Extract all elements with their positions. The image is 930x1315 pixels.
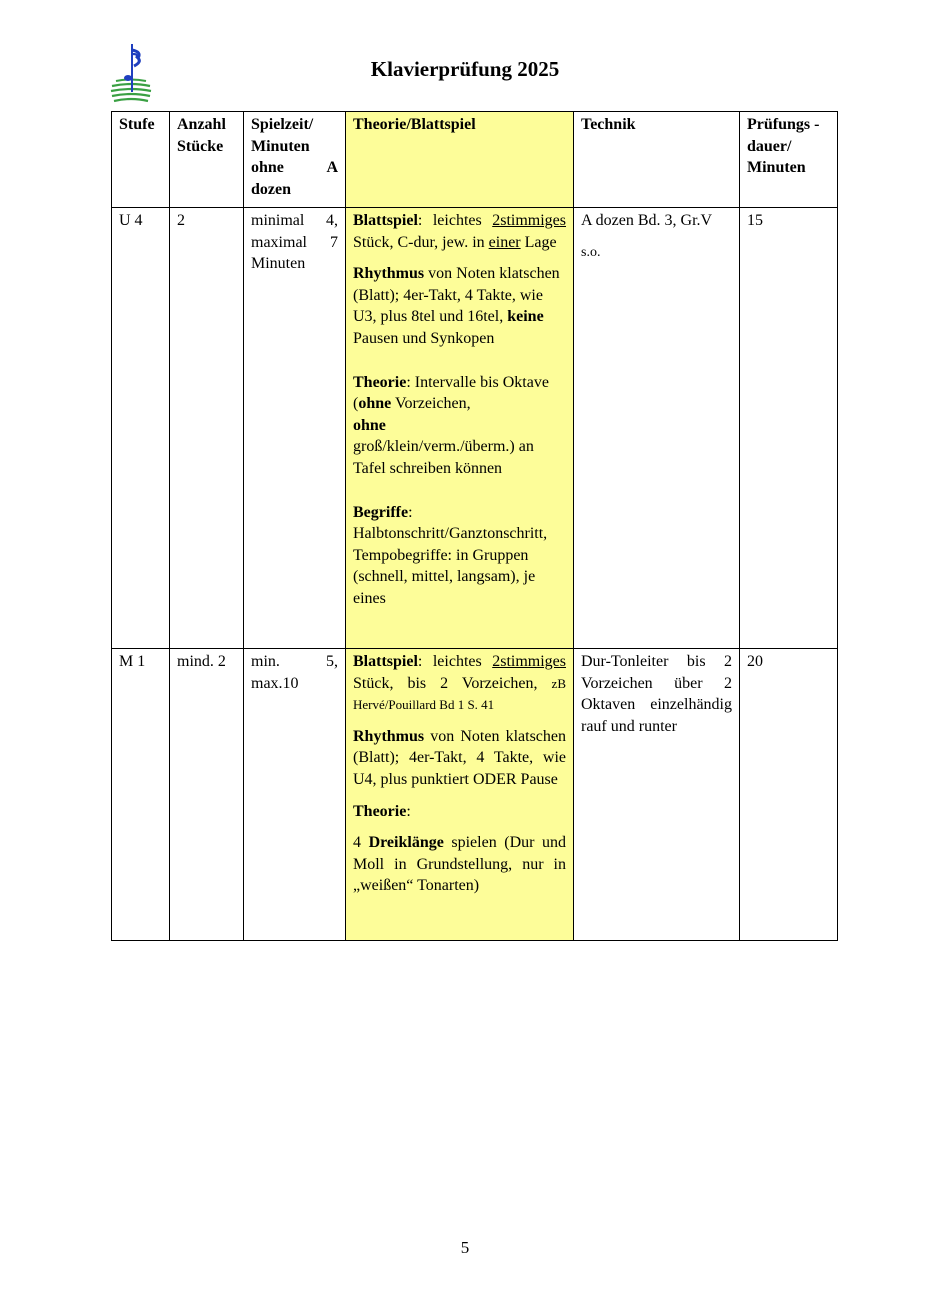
rhythmus-text: Pausen und Synkopen xyxy=(353,329,495,347)
cell-spielzeit: min. 5, max.10 xyxy=(244,649,346,941)
blattspiel-reference: zB Hervé/Pouillard Bd 1 S. 41 xyxy=(353,675,566,713)
cell-spielzeit: minimal 4, maximal 7 Minuten xyxy=(244,208,346,649)
technik-note: s.o. xyxy=(581,244,601,260)
blattspiel-underline: einer xyxy=(488,233,521,251)
cell-technik xyxy=(574,208,740,649)
blattspiel-paragraph xyxy=(353,210,566,253)
header-anzahl xyxy=(170,112,244,208)
rhythmus-paragraph xyxy=(353,263,566,349)
cell-theorie xyxy=(346,649,574,941)
theorie-text: : Intervalle bis Oktave ( xyxy=(353,373,549,413)
cell-theorie xyxy=(346,208,574,649)
theorie-text: groß/klein/verm./überm.) an Tafel schreiben können xyxy=(353,438,534,477)
rhythmus-bold: keine xyxy=(507,308,544,326)
cell-anzahl: 2 xyxy=(170,208,244,649)
blattspiel-text: Stück, C-dur, jew. in xyxy=(353,233,489,251)
theorie-bold: ohne xyxy=(358,395,392,413)
cell-anzahl: mind. 2 xyxy=(170,649,244,941)
rhythmus-label: Rhythmus xyxy=(353,265,425,283)
blattspiel-label: Blattspiel xyxy=(353,653,418,670)
page-number: 5 xyxy=(460,1238,470,1257)
blattspiel-text: : leichtes xyxy=(417,212,493,229)
dreiklang-text: 4 xyxy=(353,834,369,852)
begriffe-label: Begriffe xyxy=(353,503,409,521)
theorie-text: Vorzeichen, xyxy=(391,395,471,413)
theorie-label: Theorie xyxy=(353,802,407,820)
page-title: Klavierprüfung 2025 xyxy=(370,57,560,81)
header-stufe: Stufe xyxy=(112,112,170,208)
blattspiel-label: Blattspiel xyxy=(353,212,418,229)
header-dauer: Prüfungs -dauer/ Minuten xyxy=(740,112,838,208)
theorie-paragraph xyxy=(353,372,566,480)
theorie-label: Theorie xyxy=(353,373,407,391)
table-row xyxy=(112,649,838,941)
dreiklang-paragraph xyxy=(353,832,566,897)
rhythmus-label: Rhythmus xyxy=(353,727,425,745)
theorie-paragraph xyxy=(353,801,566,823)
theorie-bold: ohne xyxy=(353,416,386,434)
cell-technik: Dur-Tonleiter bis 2 Vorzeichen über 2 Oktaven einzelhändig rauf und runter xyxy=(574,649,740,941)
blattspiel-text: Lage xyxy=(520,233,557,251)
begriffe-text: : Halbtonschritt/Ganztonschritt, Tempobegriffe: in Gruppen (schnell, mittel, langsam), je eines xyxy=(353,503,548,607)
rhythmus-paragraph xyxy=(353,726,566,791)
cell-stufe: M 1 xyxy=(112,649,170,941)
table-header-row xyxy=(112,112,838,208)
cell-dauer: 20 xyxy=(740,649,838,941)
header-theorie: Theorie/Blattspiel xyxy=(346,112,574,208)
blattspiel-underline: 2stimmiges xyxy=(492,653,566,670)
table-row xyxy=(112,208,838,649)
exam-table xyxy=(111,111,838,941)
technik-text: A dozen Bd. 3, Gr.V xyxy=(581,212,713,229)
blattspiel-underline: 2stimmiges xyxy=(492,212,566,229)
blattspiel-text: : leichtes xyxy=(417,653,493,670)
header-technik: Technik xyxy=(574,112,740,208)
theorie-text: : xyxy=(406,802,411,820)
dreiklang-text: spielen (Dur und Moll in Grundstellung, nur in „weißen“ Tonarten) xyxy=(353,834,567,895)
begriffe-paragraph xyxy=(353,502,566,610)
header-anzahl-text: Anzahl Stücke xyxy=(177,116,226,155)
dreiklang-bold: Dreiklänge xyxy=(368,834,444,852)
rhythmus-text: von Noten klatschen (Blatt); 4er-Takt, 4 Takte, wie U4, plus punktiert ODER Pause xyxy=(353,727,566,788)
cell-dauer: 15 xyxy=(740,208,838,649)
rhythmus-text: von Noten klatschen (Blatt); 4er-Takt, 4 Takte, wie U3, plus 8tel und 16tel, xyxy=(353,265,560,326)
cell-stufe: U 4 xyxy=(112,208,170,649)
header-spielzeit: Spielzeit/ Minuten ohne A dozen xyxy=(244,112,346,208)
blattspiel-text: Stück, bis 2 Vorzeichen, xyxy=(353,674,552,692)
blattspiel-paragraph xyxy=(353,651,566,716)
